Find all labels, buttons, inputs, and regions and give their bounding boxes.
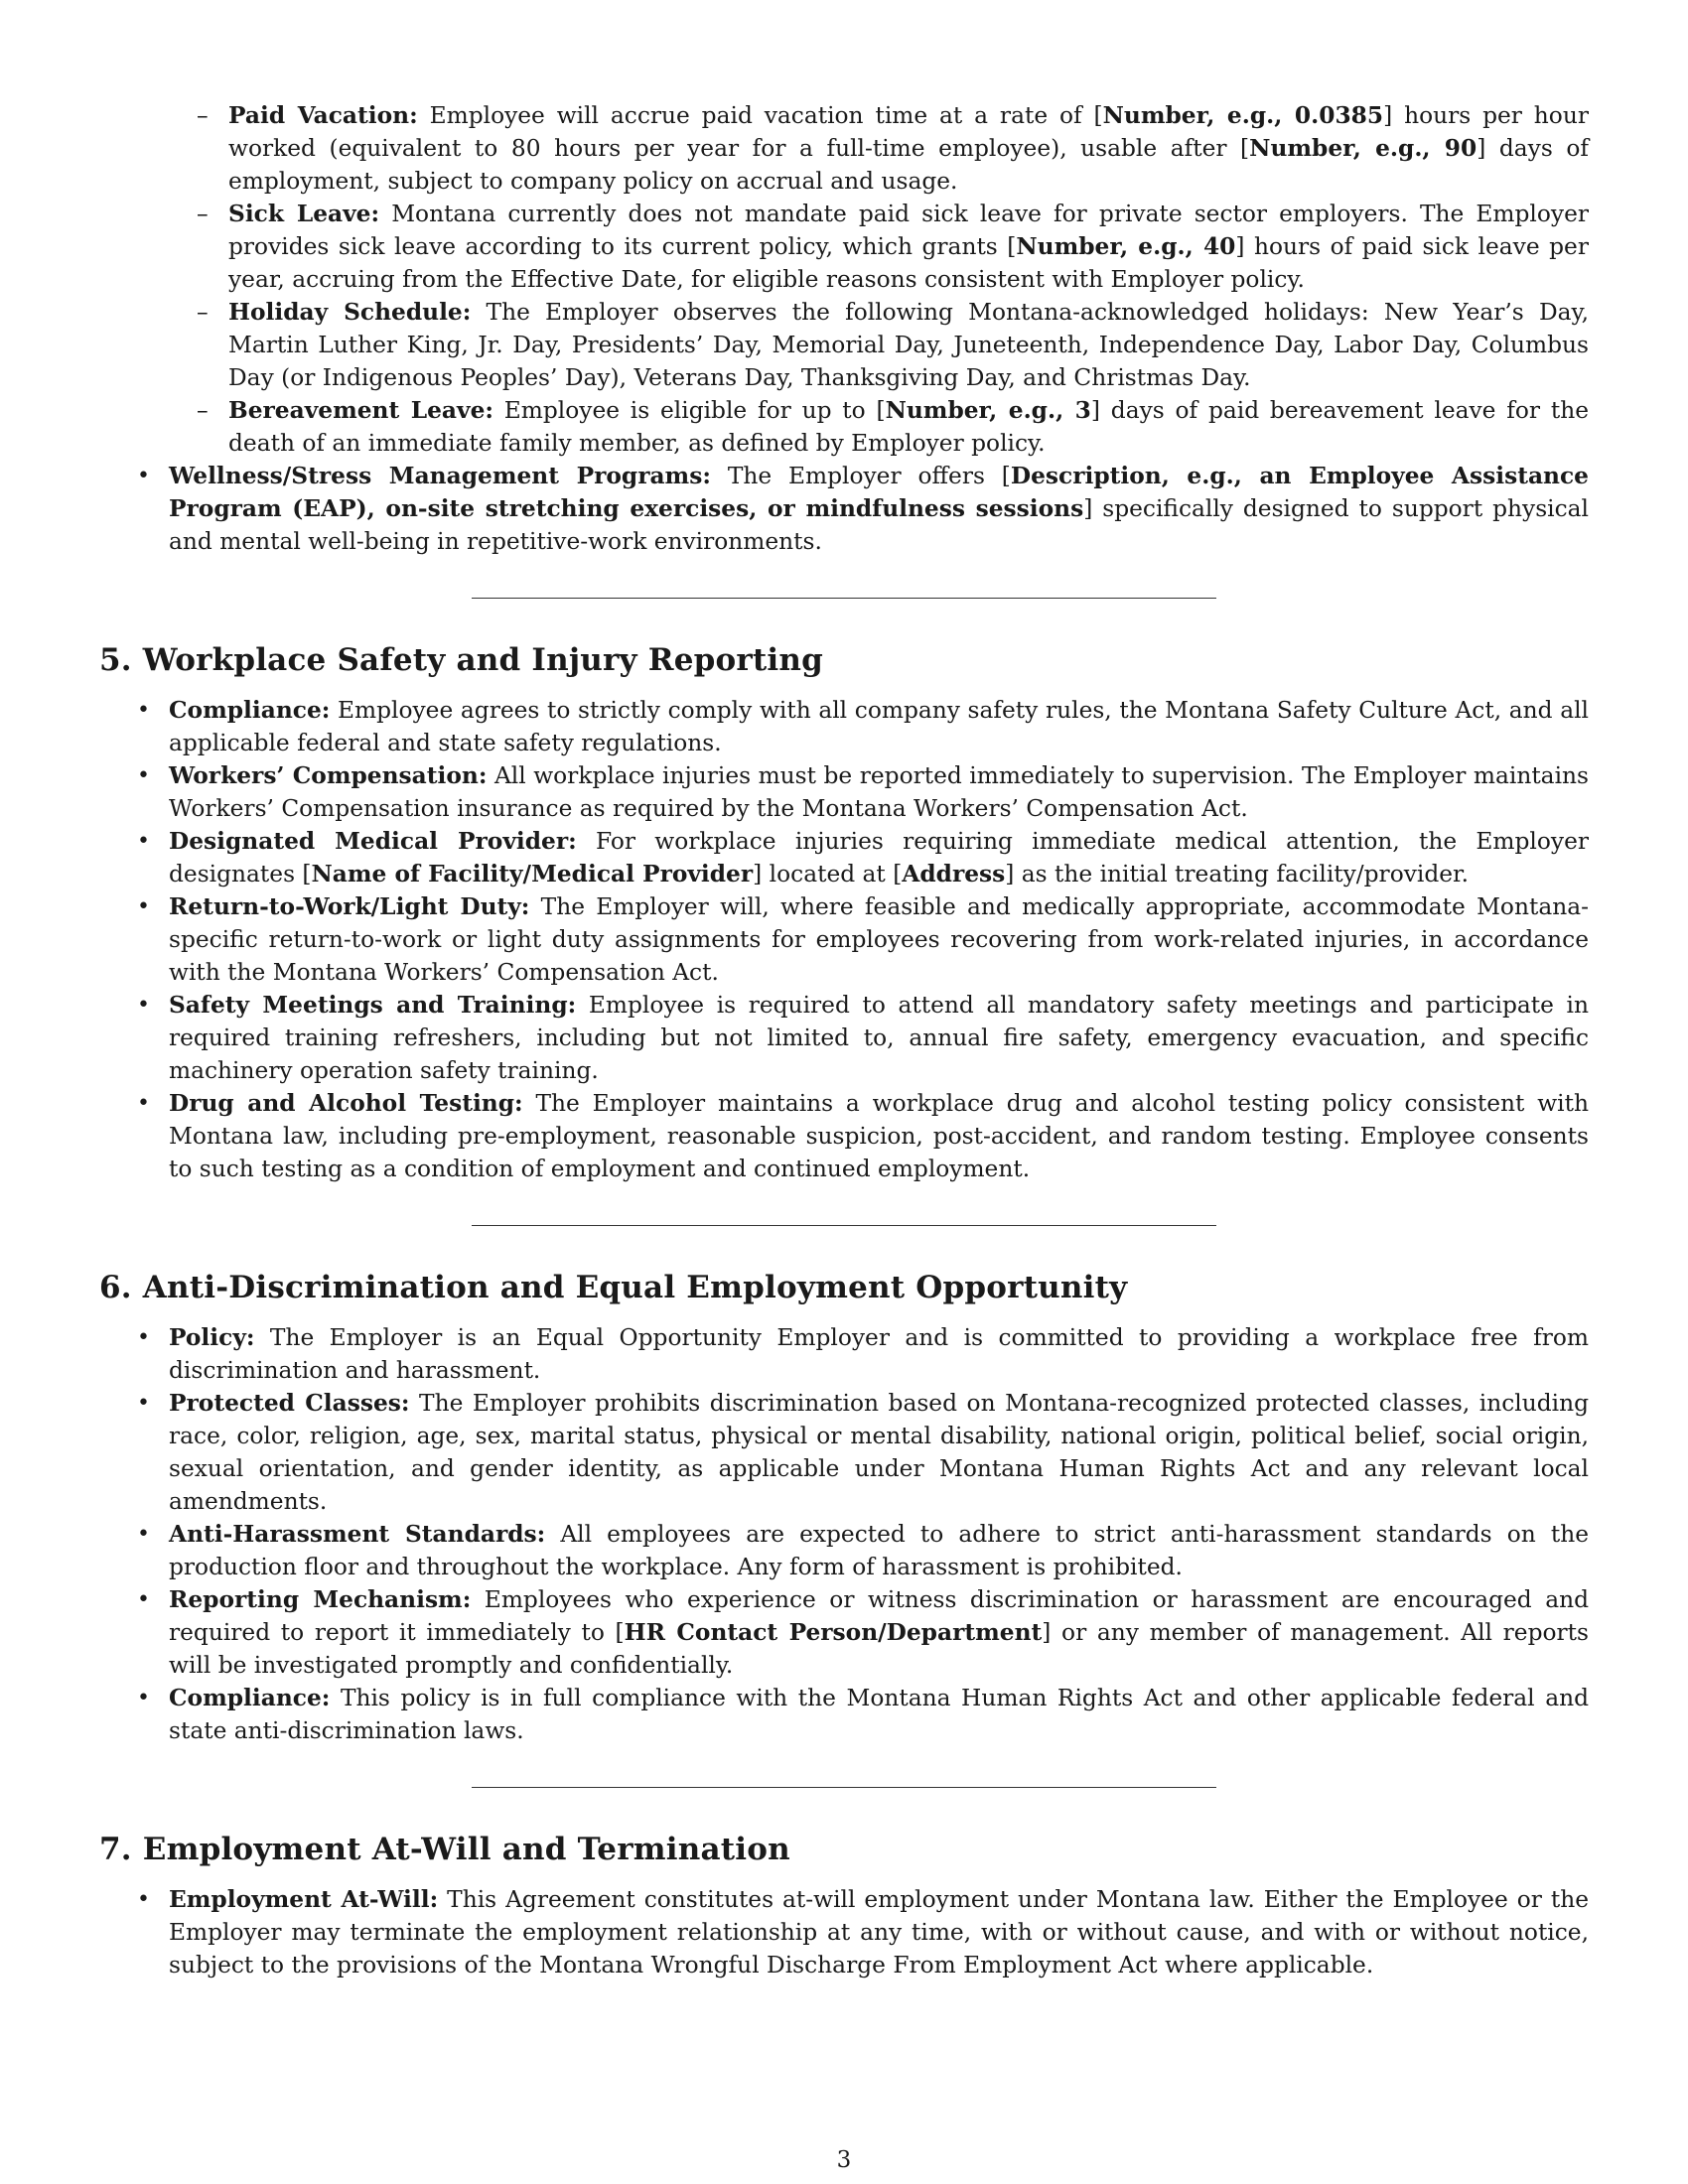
section-6-heading: 6. Anti-Discrimination and Equal Employment Opportunity bbox=[99, 1270, 1128, 1305]
list-item: • Anti-Harassment Standards: All employees are expected to adhere to strict anti-harassment standards on the production floor and throughout the workplace. Any form of harassment is prohibited. bbox=[99, 1518, 1589, 1583]
list-item: • Safety Meetings and Training: Employee is required to attend all mandatory safety meetings and participate in required training refreshers, including but not limited to, annual fire safety, emergency evacuation, and specific machinery operation safety training. bbox=[99, 989, 1589, 1087]
section-5-list bbox=[99, 694, 1589, 1185]
list-item-sick-leave: – Sick Leave: Montana currently does not mandate paid sick leave for private sector employers. The Employer provides sick leave according to its current policy, which grants [Number, e.g., 40] hours of paid sick leave per year, accruing from the Effective Date, for eligible reasons consistent with Employer policy. bbox=[99, 198, 1589, 296]
section-divider bbox=[472, 1787, 1216, 1788]
list-item: • Employment At-Will: This Agreement constitutes at-will employment under Montana law. Either the Employee or the Employer may terminate the employment relationship at any time, with or without cause, and with or without notice, subject to the provisions of the Montana Wrongful Discharge From Employment Act where applicable. bbox=[99, 1883, 1589, 1981]
list-item-wellness: • Wellness/Stress Management Programs: The Employer offers [Description, e.g., an Employee Assistance Program (EAP), on-site stretching exercises, or mindfulness sessions] specifically designed to support physical and mental well-being in repetitive-work environments. bbox=[99, 460, 1589, 558]
section-6-list bbox=[99, 1321, 1589, 1747]
document-page bbox=[99, 99, 1589, 1981]
section-7-heading: 7. Employment At-Will and Termination bbox=[99, 1832, 790, 1867]
benefits-sub-list bbox=[99, 99, 1589, 460]
list-item: • Compliance: This policy is in full compliance with the Montana Human Rights Act and other applicable federal and state anti-discrimination laws. bbox=[99, 1682, 1589, 1747]
list-item: • Designated Medical Provider: For workplace injuries requiring immediate medical attention, the Employer designates [Name of Facility/Medical Provider] located at [Address] as the initial treating facility/provider. bbox=[99, 825, 1589, 890]
list-item-holiday-schedule: – Holiday Schedule: The Employer observes the following Montana-acknowledged holidays: New Year’s Day, Martin Luther King, Jr. Day, Presidents’ Day, Memorial Day, Juneteenth, Independence Day, Labor Day, Columbus Day (or Indigenous Peoples’ Day), Veterans Day, Thanksgiving Day, and Christmas Day. bbox=[99, 296, 1589, 394]
section-divider bbox=[472, 598, 1216, 599]
list-item-bereavement-leave: – Bereavement Leave: Employee is eligible for up to [Number, e.g., 3] days of paid bereavement leave for the death of an immediate family member, as defined by Employer policy. bbox=[99, 394, 1589, 460]
list-item: • Protected Classes: The Employer prohibits discrimination based on Montana-recognized protected classes, including race, color, religion, age, sex, marital status, physical or mental disability, national origin, political belief, social origin, sexual orientation, and gender identity, as applicable under Montana Human Rights Act and any relevant local amendments. bbox=[99, 1387, 1589, 1518]
page-number: 3 bbox=[836, 2147, 852, 2173]
section-divider bbox=[472, 1225, 1216, 1226]
list-item: • Return-to-Work/Light Duty: The Employer will, where feasible and medically appropriate, accommodate Montana-specific return-to-work or light duty assignments for employees recovering from work-related injuries, in accordance with the Montana Workers’ Compensation Act. bbox=[99, 890, 1589, 989]
section-5-heading: 5. Workplace Safety and Injury Reporting bbox=[99, 642, 824, 678]
list-item: • Reporting Mechanism: Employees who experience or witness discrimination or harassment are encouraged and required to report it immediately to [HR Contact Person/Department] or any member of management. All reports will be investigated promptly and confidentially. bbox=[99, 1583, 1589, 1682]
list-item: • Policy: The Employer is an Equal Opportunity Employer and is committed to providing a workplace free from discrimination and harassment. bbox=[99, 1321, 1589, 1387]
list-item: • Workers’ Compensation: All workplace injuries must be reported immediately to supervision. The Employer maintains Workers’ Compensation insurance as required by the Montana Workers’ Compensation Act. bbox=[99, 759, 1589, 825]
list-item: • Drug and Alcohol Testing: The Employer maintains a workplace drug and alcohol testing policy consistent with Montana law, including pre-employment, reasonable suspicion, post-accident, and random testing. Employee consents to such testing as a condition of employment and continued employment. bbox=[99, 1087, 1589, 1185]
wellness-list bbox=[99, 460, 1589, 558]
list-item: • Compliance: Employee agrees to strictly comply with all company safety rules, the Montana Safety Culture Act, and all applicable federal and state safety regulations. bbox=[99, 694, 1589, 759]
section-7-list bbox=[99, 1883, 1589, 1981]
list-item-paid-vacation: – Paid Vacation: Employee will accrue paid vacation time at a rate of [Number, e.g., 0.0385] hours per hour worked (equivalent to 80 hours per year for a full-time employee), usable after [Number, e.g., 90] days of employment, subject to company policy on accrual and usage. bbox=[99, 99, 1589, 198]
